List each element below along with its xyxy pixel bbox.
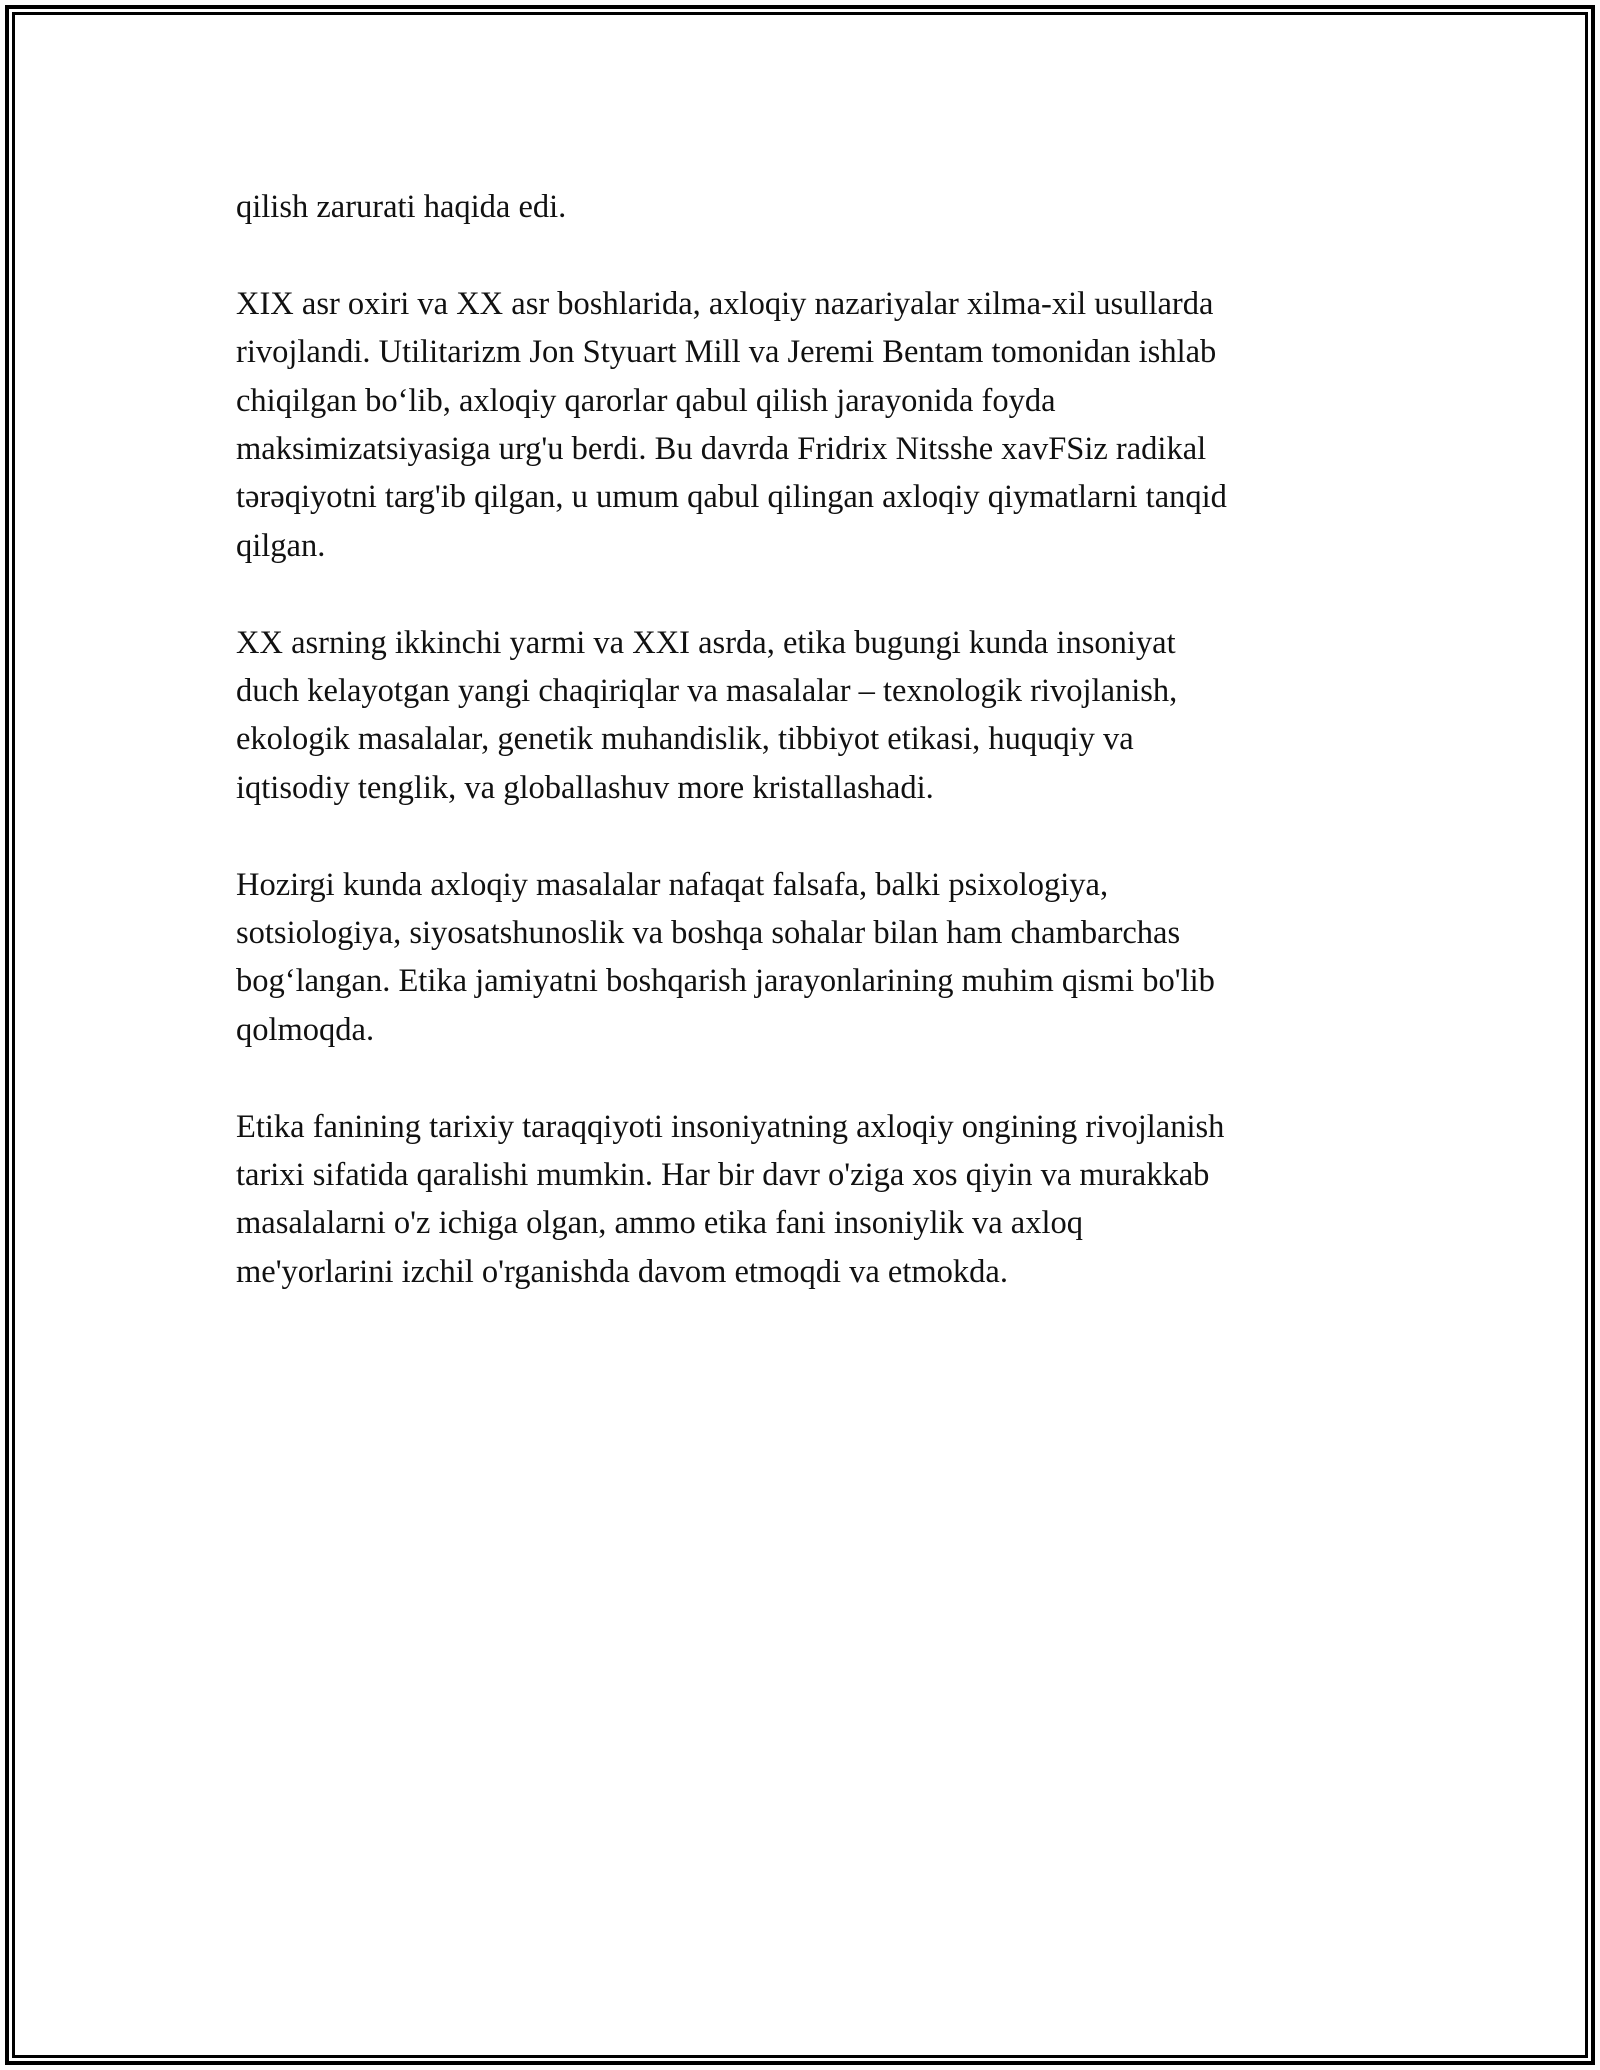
document-body: [236, 183, 1366, 1345]
paragraph-conclusion: Etika fanining tarixiy taraqqiyoti insoniyatning axloqiy ongining rivojlanish tarixi sifatida qaralishi mumkin. Har bir davr o'ziga xos qiyin va murakkab masalalarni o'z ichiga olgan, ammo etika fani insoniylik va axloq me'yorlarini izchil o'rganishda davom etmoqdi va etmokda.: [236, 1108, 1225, 1290]
paragraph-modern-ethics-challenges: XX asrning ikkinchi yarmi va XXI asrda, etika bugungi kunda insoniyat duch kelayotgan yangi chaqiriqlar va masalalar – texnologik rivojlanish, ekologik masalalar, genetik muhandislik, tibbiyot etikasi, huquqiy va iqtisodiy tenglik, va globallashuv more kristallashadi.: [236, 624, 1178, 806]
paragraph-interdisciplinary-ethics: Hozirgi kunda axloqiy masalalar nafaqat falsafa, balki psixologiya, sotsiologiya, siyosatshunoslik va boshqa sohalar bilan ham chambarchas bog‘langan. Etika jamiyatni boshqarish jarayonlarining muhim qismi bo'lib qolmoqda.: [236, 866, 1215, 1048]
paragraph-continuation: qilish zarurati haqida edi.: [236, 189, 567, 225]
paragraph-19th-20th-century-theories: XIX asr oxiri va XX asr boshlarida, axloqiy nazariyalar xilma-xil usullarda rivojlandi. Utilitarizm Jon Styuart Mill va Jeremi Bentam tomonidan ishlab chiqilgan bo‘lib, axloqiy qarorlar qabul qilish jarayonida foyda maksimizatsiyasiga urg'u berdi. Bu davrda Fridrix Nitsshe xavFSiz radikal tərəqiyotni targ'ib qilgan, u umum qabul qilingan axloqiy qiymatlarni tanqid qilgan.: [236, 285, 1227, 564]
